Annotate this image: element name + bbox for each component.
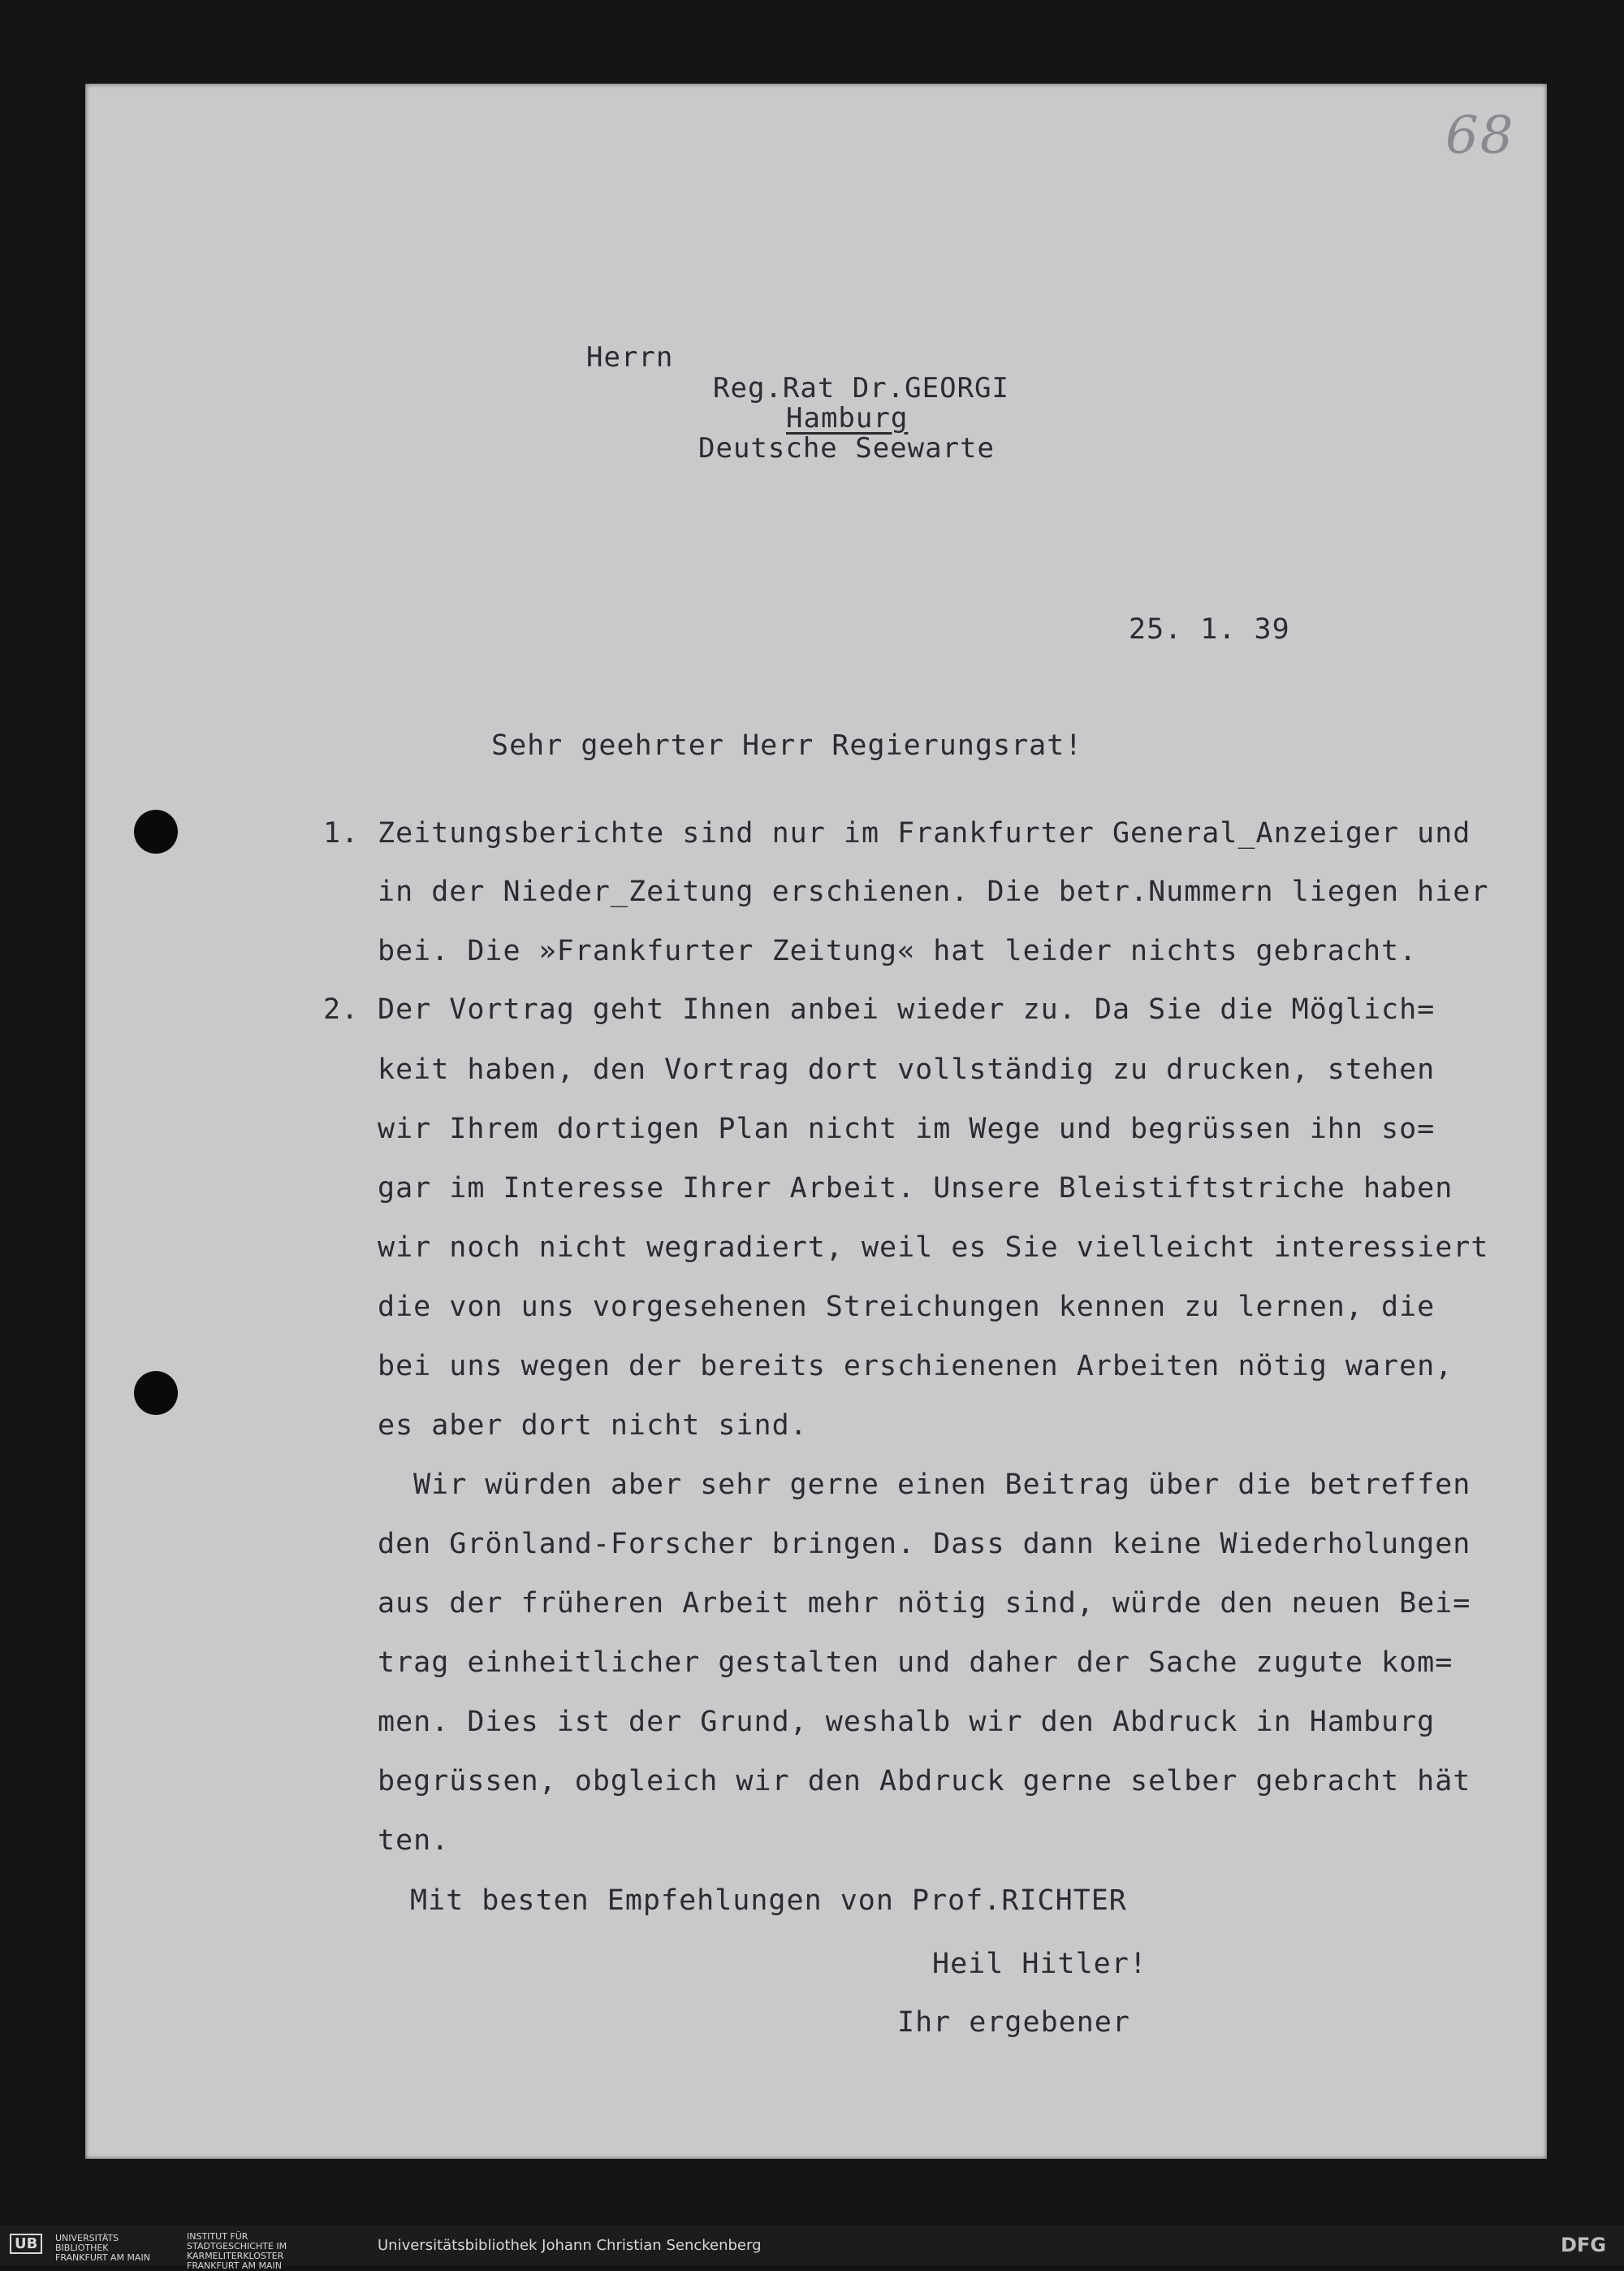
body-line: begrüssen, obgleich wir den Abdruck gerne selber gebracht hät bbox=[378, 1765, 1471, 1797]
ub-logo: UB bbox=[10, 2234, 42, 2254]
greeting: Sehr geehrter Herr Regierungsrat! bbox=[491, 729, 1083, 762]
institut-logo-text: INSTITUT FÜR STADTGESCHICHTE IM KARMELITERKLOSTER FRANKFURT AM MAIN bbox=[187, 2231, 287, 2271]
body-line: Wir würden aber sehr gerne einen Beitrag über die betreffen bbox=[395, 1469, 1471, 1501]
ub-logo-text: UNIVERSITÄTS BIBLIOTHEK FRANKFURT AM MAIN bbox=[55, 2233, 150, 2263]
address-city: Hamburg bbox=[786, 402, 909, 435]
body-line: Der Vortrag geht Ihnen anbei wieder zu. Da Sie die Möglich= bbox=[378, 993, 1436, 1026]
body-line: Zeitungsberichte sind nur im Frankfurter General_Anzeiger und bbox=[378, 817, 1471, 850]
item-number-2: 2. bbox=[323, 993, 360, 1026]
body-line: trag einheitlicher gestalten und daher der Sache zugute kom= bbox=[378, 1646, 1453, 1679]
address-name: Reg.Rat Dr.GEORGI bbox=[713, 372, 1009, 404]
punch-hole-bottom bbox=[134, 1371, 178, 1415]
body-line: es aber dort nicht sind. bbox=[378, 1409, 808, 1442]
body-line: wir noch nicht wegradiert, weil es Sie vielleicht interessiert bbox=[378, 1231, 1489, 1264]
body-line: bei uns wegen der bereits erschienenen Arbeiten nötig waren, bbox=[378, 1350, 1453, 1382]
body-line: ten. bbox=[378, 1824, 450, 1857]
body-line: bei. Die »Frankfurter Zeitung« hat leider nichts gebracht. bbox=[378, 935, 1418, 967]
closing-salute: Heil Hitler! bbox=[932, 1948, 1147, 1980]
closing-regards: Mit besten Empfehlungen von Prof.RICHTER bbox=[410, 1884, 1127, 1917]
body-line: keit haben, den Vortrag dort vollständig zu drucken, stehen bbox=[378, 1053, 1436, 1086]
page-number-handwritten: 68 bbox=[1445, 106, 1515, 166]
body-line: in der Nieder_Zeitung erschienen. Die betr.Nummern liegen hier bbox=[378, 876, 1489, 908]
item-number-1: 1. bbox=[323, 817, 360, 850]
body-line: men. Dies ist der Grund, weshalb wir den Abdruck in Hamburg bbox=[378, 1706, 1436, 1738]
body-line: wir Ihrem dortigen Plan nicht im Wege und begrüssen ihn so= bbox=[378, 1113, 1436, 1145]
library-name: Universitätsbibliothek Johann Christian Senckenberg bbox=[378, 2237, 762, 2254]
closing-signoff: Ihr ergebener bbox=[897, 2006, 1130, 2039]
body-line: aus der früheren Arbeit mehr nötig sind, würde den neuen Bei= bbox=[378, 1587, 1471, 1620]
punch-hole-top bbox=[134, 810, 178, 854]
dfg-logo: DFG bbox=[1560, 2234, 1606, 2256]
body-line: die von uns vorgesehenen Streichungen kennen zu lernen, die bbox=[378, 1291, 1436, 1323]
letter-date: 25. 1. 39 bbox=[1129, 613, 1290, 646]
footer-bar bbox=[0, 2226, 1624, 2271]
address-salutation: Herrn bbox=[586, 341, 674, 374]
body-line: den Grönland-Forscher bringen. Dass dann keine Wiederholungen bbox=[378, 1528, 1471, 1560]
body-line: gar im Interesse Ihrer Arbeit. Unsere Bleistiftstriche haben bbox=[378, 1172, 1453, 1205]
address-institution: Deutsche Seewarte bbox=[698, 432, 995, 465]
